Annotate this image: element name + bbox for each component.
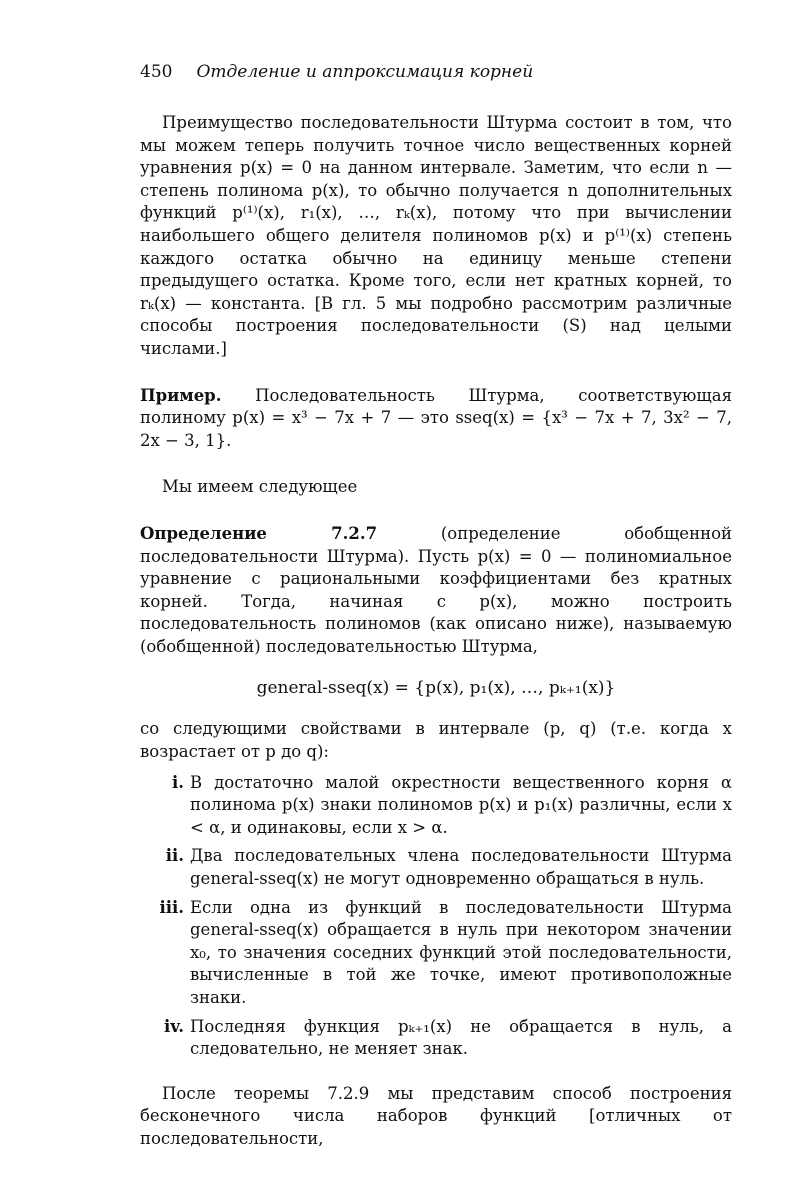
item-number: i. [171,772,184,792]
list-item [140,897,732,1010]
properties-list [140,772,732,1061]
item-number: iii. [159,897,184,917]
item-text: Два последовательных члена последовательности Штурма general-sseq(x) не могут одновременно обращаться в нуль. [190,846,732,889]
list-item [140,845,732,890]
item-text: Если одна из функций в последовательности Штурма general-sseq(x) обращается в нуль при некотором значении x₀, то значения соседних функций этой последовательности, вычисленные в той же точке, имеют противоположные знаки. [190,897,732,1007]
item-text: Последняя функция pₖ₊₁(x) не обращается в нуль, а следовательно, не меняет знак. [190,1016,732,1059]
paragraph-we-have: Мы имеем следующее [162,477,358,497]
definition-paragraph [140,523,732,659]
page-number: 450 [140,62,173,82]
list-item [140,772,732,840]
example-paragraph [140,385,732,453]
definition-text: (определение обобщенной последовательности Штурма). Пусть p(x) = 0 — полиномиальное уравнение с рациональными коэффициентами без кратных корней. Тогда, начиная с p(x), можно построить последовательность полиномов (как описано ниже), называемую (обобщенной) последовательностью Штурма, [140,523,732,656]
running-title: Отделение и аппроксимация корней [196,62,534,82]
page-header [140,62,732,92]
item-number: iv. [164,1016,184,1036]
definition-label: Определение 7.2.7 [140,523,378,543]
item-text: В достаточно малой окрестности вещественного корня α полинома p(x) знаки полиномов p(x) и p₁(x) различны, если x < α, и одинаковы, если x > α. [190,772,732,837]
paragraph-sturm-advantage: Преимущество последовательности Штурма состоит в том, что мы можем теперь получить точное число вещественных корней уравнения p(x) = 0 на данном интервале. Заметим, что если n — степень полинома p(x), то обычно получается n дополнительных функций p⁽¹⁾(x), r₁(x), …, rₖ(x), потому что при вычислении наибольшего общего делителя полиномов p(x) и p⁽¹⁾(x) степень каждого остатка обычно на единицу меньше степени предыдущего остатка. Кроме того, если нет кратных корней, то rₖ(x) — константа. [В гл. 5 мы подробно рассмотрим различные способы построения последовательности (S) над целыми числами.] [140,113,732,358]
paragraph-properties-intro: со следующими свойствами в интервале (p, q) (т.е. когда x возрастает от p до q): [140,719,732,762]
general-sseq-formula: general-sseq(x) = {p(x), p₁(x), …, pₖ₊₁(x)} [256,678,616,699]
list-item [140,1016,732,1061]
paragraph-closing: После теоремы 7.2.9 мы представим способ построения бесконечного числа наборов функций [отличных от последовательности, [140,1083,732,1148]
example-text: Последовательность Штурма, соответствующая полиному p(x) = x³ − 7x + 7 — это sseq(x) = {x³ − 7x + 7, 3x² − 7, 2x − 3, 1}. [140,385,733,450]
example-label: Пример. [140,385,222,405]
item-number: ii. [165,846,184,866]
book-page [140,62,732,1151]
